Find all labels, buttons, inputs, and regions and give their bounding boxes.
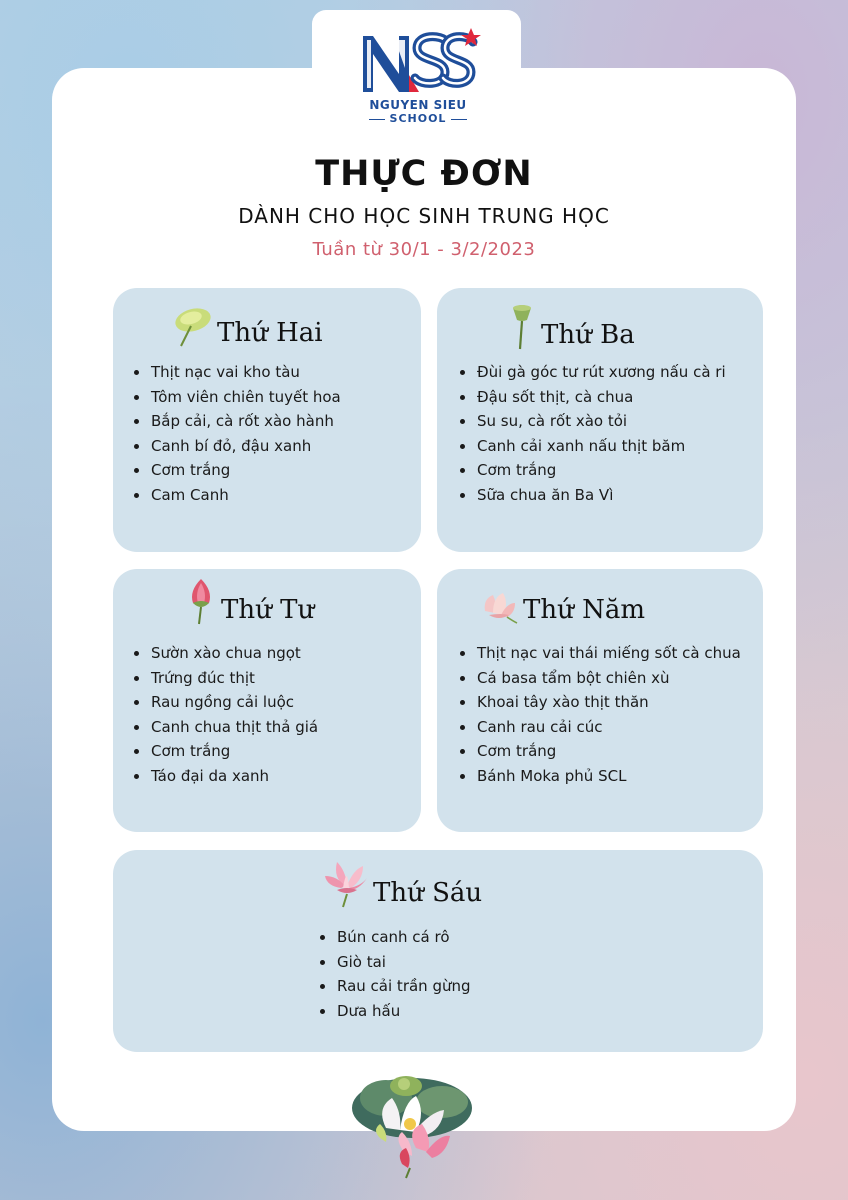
- dish-item: Tôm viên chiên tuyết hoa: [131, 385, 341, 410]
- day-header: [185, 577, 314, 625]
- dish-list: [457, 360, 726, 508]
- dish-item: Táo đại da xanh: [131, 764, 318, 789]
- day-title: Thứ Năm: [523, 595, 646, 625]
- dish-item: Cá basa tẩm bột chiên xù: [457, 666, 741, 691]
- dish-item: Canh rau cải cúc: [457, 715, 741, 740]
- dish-item: Dưa hấu: [317, 999, 471, 1024]
- dish-item: Thịt nạc vai kho tàu: [131, 360, 341, 385]
- dish-list: [317, 925, 471, 1023]
- lotus-bud-icon: [185, 577, 217, 625]
- dish-item: Cơm trắng: [131, 739, 318, 764]
- dish-item: Thịt nạc vai thái miếng sốt cà chua: [457, 641, 741, 666]
- dish-item: Cơm trắng: [457, 458, 726, 483]
- dish-item: Giò tai: [317, 950, 471, 975]
- page-subtitle: DÀNH CHO HỌC SINH TRUNG HỌC: [238, 204, 610, 228]
- day-title: Thứ Hai: [217, 318, 323, 348]
- lotus-bouquet-icon: [346, 1068, 478, 1180]
- dish-list: [131, 641, 318, 789]
- day-header: [323, 856, 482, 908]
- dish-item: Trứng đúc thịt: [131, 666, 318, 691]
- logo-name: NGUYEN SIEU: [369, 98, 467, 112]
- day-title: Thứ Tư: [221, 595, 315, 625]
- school-logo: [348, 28, 488, 138]
- dish-item: Cơm trắng: [131, 458, 341, 483]
- day-header: [479, 591, 645, 625]
- dish-list: [131, 360, 341, 508]
- day-card-thursday: [437, 569, 763, 832]
- day-title: Thứ Sáu: [373, 878, 483, 908]
- day-card-monday: [113, 288, 421, 552]
- dish-item: Cơm trắng: [457, 739, 741, 764]
- week-range: Tuần từ 30/1 - 3/2/2023: [312, 239, 536, 260]
- dish-item: Bún canh cá rô: [317, 925, 471, 950]
- dish-item: Bắp cải, cà rốt xào hành: [131, 409, 341, 434]
- dish-item: Rau cải trần gừng: [317, 974, 471, 999]
- day-title: Thứ Ba: [541, 320, 635, 350]
- dish-item: Sữa chua ăn Ba Vì: [457, 483, 726, 508]
- dish-item: Đậu sốt thịt, cà chua: [457, 385, 726, 410]
- lotus-leaf-icon: [169, 304, 213, 348]
- dish-item: Bánh Moka phủ SCL: [457, 764, 741, 789]
- dish-item: Su su, cà rốt xào tỏi: [457, 409, 726, 434]
- logo-sub: SCHOOL: [348, 112, 488, 125]
- dish-item: Canh bí đỏ, đậu xanh: [131, 434, 341, 459]
- dish-item: Canh cải xanh nấu thịt băm: [457, 434, 726, 459]
- dish-item: Cam Canh: [131, 483, 341, 508]
- day-header: [169, 304, 323, 348]
- dish-item: Khoai tây xào thịt thăn: [457, 690, 741, 715]
- dish-item: Rau ngồng cải luộc: [131, 690, 318, 715]
- lotus-seedpod-icon: [507, 302, 537, 350]
- lotus-flower-icon: [479, 591, 519, 625]
- dish-item: Đùi gà góc tư rút xương nấu cà ri: [457, 360, 726, 385]
- day-card-tuesday: [437, 288, 763, 552]
- day-card-wednesday: [113, 569, 421, 832]
- page-title: THỰC ĐƠN: [315, 154, 533, 194]
- day-header: [507, 302, 635, 350]
- nss-logo-icon: [355, 28, 481, 94]
- dish-list: [457, 641, 741, 789]
- lotus-bloom-icon: [323, 856, 369, 908]
- day-card-friday: [113, 850, 763, 1052]
- dish-item: Sườn xào chua ngọt: [131, 641, 318, 666]
- dish-item: Canh chua thịt thả giá: [131, 715, 318, 740]
